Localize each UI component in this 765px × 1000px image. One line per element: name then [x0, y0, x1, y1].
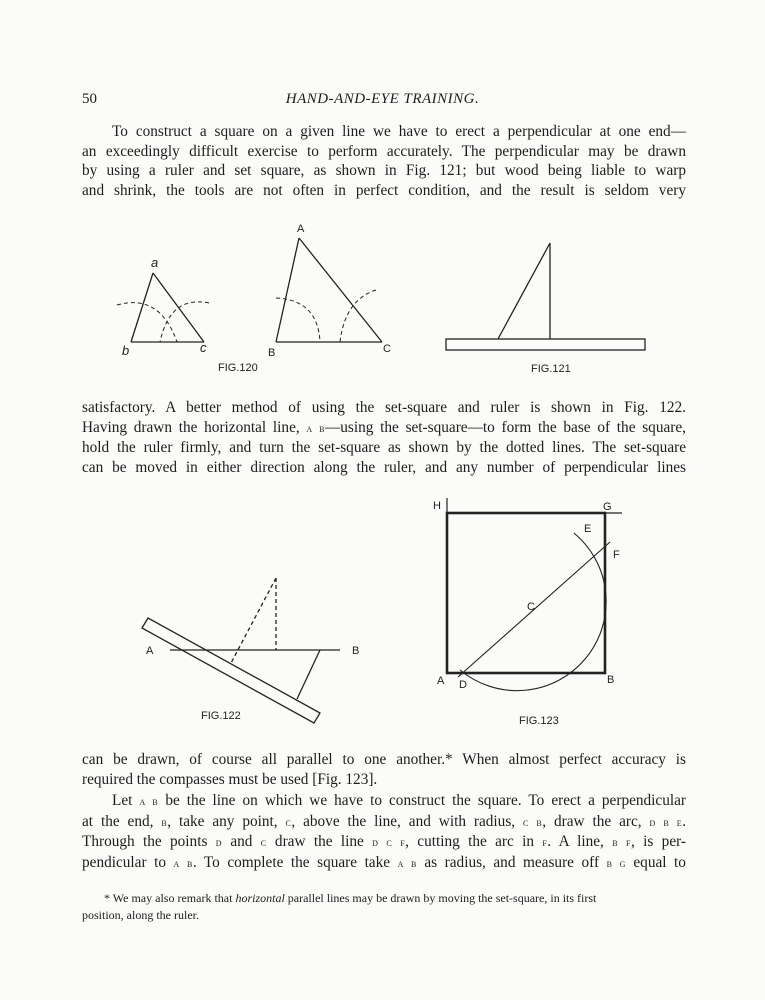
paragraph-construction	[82, 791, 686, 873]
figure-120-large-triangle	[276, 238, 382, 342]
text-fragment: parallel lines may be drawn by moving the set-square, in its first	[284, 891, 597, 905]
page-number: 50	[82, 91, 97, 107]
text-fragment: . A line,	[547, 833, 613, 851]
label-A: A	[146, 645, 154, 657]
text-fragment: at the end,	[82, 812, 162, 830]
point-ref: c	[285, 814, 292, 829]
label-D: D	[459, 679, 467, 691]
figure-120-small-triangle	[117, 273, 209, 342]
line-ref: a b	[139, 794, 159, 808]
text-line: To construct a square on a given line we have to erect a perpendicular at one end—	[112, 123, 686, 140]
text-fragment: Through the points	[82, 833, 216, 851]
text-line: by using a ruler and set square, as shown in Fig. 121; but wood being liable to warp	[82, 162, 686, 180]
text-fragment: , cutting the arc in	[405, 833, 543, 851]
label-E: E	[584, 523, 592, 535]
text-fragment: pendicular to	[82, 853, 174, 871]
text-fragment: , above the line, and with radius,	[291, 812, 524, 830]
text-line	[82, 418, 686, 439]
point-ref: f	[542, 835, 548, 850]
label-B: B	[268, 347, 276, 359]
label-F: F	[613, 549, 620, 561]
line-ref: a b	[173, 855, 193, 870]
text-fragment: as radius, and measure off	[416, 853, 607, 871]
text-fragment: , is per-	[631, 833, 686, 851]
label-C: C	[383, 343, 391, 355]
text-fragment: . To complete the square take	[192, 853, 398, 871]
text-fragment: Let	[112, 792, 140, 809]
text-fragment: draw the line	[266, 833, 373, 851]
fig121-caption: FIG.121	[531, 363, 571, 375]
point-ref: b	[161, 814, 168, 829]
footnote	[82, 890, 692, 924]
text-line: satisfactory. A better method of using the set-square and ruler is shown in Fig. 122.	[82, 399, 686, 416]
label-A: A	[437, 675, 445, 687]
text-fragment: —using the set-square—to form the base of the square,	[324, 418, 686, 436]
text-line: an exceedingly difficult exercise to perform accurately. The perpendicular may be drawn	[82, 142, 686, 160]
text-line	[82, 832, 686, 853]
line-ref: a b	[397, 855, 417, 870]
line-ref: b g	[606, 855, 626, 870]
text-line	[82, 791, 686, 812]
fig122-caption: FIG.122	[201, 710, 241, 722]
text-line	[82, 812, 686, 833]
text-line	[82, 853, 686, 874]
label-C: C	[527, 601, 535, 613]
label-B: B	[352, 645, 360, 657]
line-ref: c b	[523, 814, 543, 829]
text-fragment: * We may also remark that	[104, 891, 236, 905]
fig123-caption: FIG.123	[519, 715, 559, 727]
label-b: b	[122, 343, 130, 358]
paragraph-set-square	[82, 398, 686, 477]
label-a: a	[151, 255, 159, 270]
arc-ref: d b e	[649, 814, 683, 829]
text-fragment: Having drawn the horizontal line,	[82, 418, 307, 436]
line-ref: d c f	[372, 835, 406, 850]
text-line: can be drawn, of course all parallel to one another.* When almost perfect accuracy is	[82, 751, 686, 768]
text-line: can be moved in either direction along the ruler, and any number of perpendicular lines	[82, 458, 686, 476]
fig120-caption: FIG.120	[218, 362, 258, 374]
paragraph-intro	[82, 122, 686, 200]
label-H: H	[433, 500, 441, 512]
text-fragment: and	[222, 833, 261, 851]
figure-122	[142, 578, 340, 723]
text-line: required the compasses must be used [Fig. 123].	[82, 770, 378, 788]
text-fragment: be the line on which we have to construct the square. To erect a perpendicular	[158, 792, 686, 809]
footnote-line: position, along the ruler.	[82, 908, 199, 922]
point-ref: d	[215, 835, 223, 850]
line-ref: b f	[612, 835, 631, 850]
figures-120-121	[0, 215, 765, 385]
label-c: c	[200, 340, 207, 355]
paragraph-compasses	[82, 750, 686, 789]
label-G: G	[603, 501, 612, 513]
running-title: HAND-AND-EYE TRAINING.	[285, 91, 480, 107]
text-fragment: .	[682, 812, 687, 830]
text-fragment: , draw the arc,	[542, 812, 650, 830]
text-fragment: , take any point,	[167, 812, 286, 830]
point-ref: c	[260, 835, 267, 850]
text-line: hold the ruler firmly, and turn the set-square as shown by the dotted lines. The set-square	[82, 439, 686, 457]
figures-122-123	[0, 490, 765, 735]
label-A: A	[297, 223, 305, 235]
label-B: B	[607, 674, 615, 686]
figure-121-ruler-setsquare	[446, 243, 645, 350]
text-fragment: horizontal	[235, 891, 285, 905]
text-line: and shrink, the tools are not often in perfect condition, and the result is seldom very	[82, 181, 686, 199]
footnote-line	[82, 890, 692, 907]
text-fragment: equal to	[625, 853, 686, 871]
line-ref: a b	[306, 420, 325, 435]
figure-123	[447, 498, 622, 691]
